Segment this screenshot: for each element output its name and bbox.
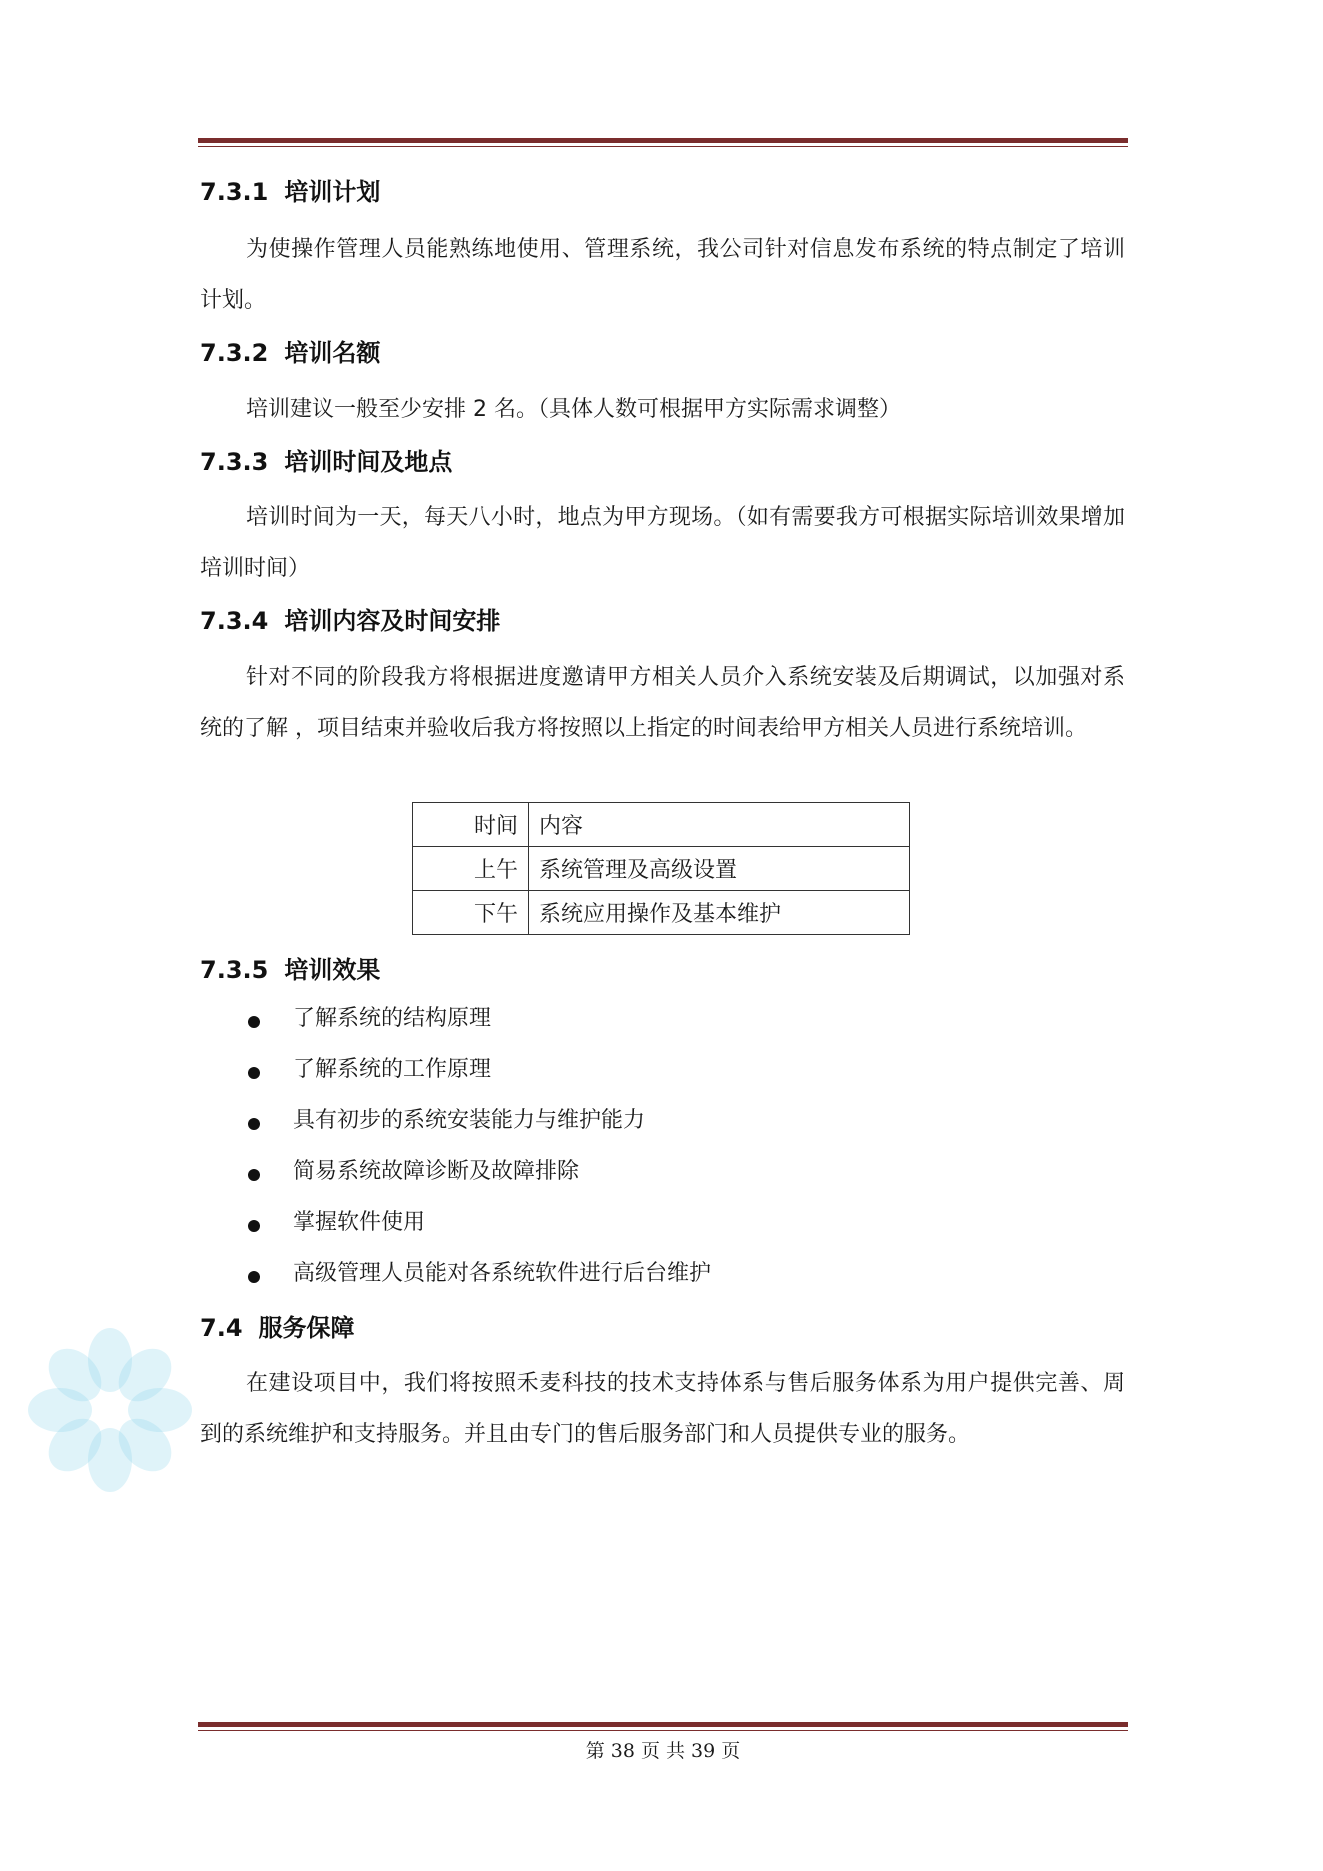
table-row — [413, 891, 910, 935]
section-paragraph-7-4: 在建设项目中，我们将按照禾麦科技的技术支持体系与售后服务体系为用户提供完善、周到的系统维护和支持服务。并且由专门的售后服务部门和人员提供专业的服务。 — [200, 1371, 1125, 1447]
bullet-icon — [248, 1067, 260, 1079]
section-heading-7-4: 7.4 服务保障 — [200, 1314, 355, 1342]
header-rule — [198, 138, 1128, 147]
list-item: 简易系统故障诊断及故障排除 — [200, 1146, 711, 1197]
section-paragraph-7-3-4: 针对不同的阶段我方将根据进度邀请甲方相关人员介入系统安装及后期调试，以加强对系统的了解 ，项目结束并验收后我方将按照以上指定的时间表给甲方相关人员进行系统培训。 — [200, 665, 1125, 741]
bullet-icon — [248, 1271, 260, 1283]
section-heading-7-3-5: 7.3.5 培训效果 — [200, 956, 381, 984]
list-item: 了解系统的工作原理 — [200, 1044, 711, 1095]
bullet-icon — [248, 1016, 260, 1028]
page-number: 第 38 页 共 39 页 — [585, 1740, 741, 1762]
footer-rule — [198, 1722, 1128, 1731]
section-heading-7-3-2: 7.3.2 培训名额 — [200, 339, 381, 367]
table-cell-content: 系统管理及高级设置 — [529, 847, 910, 891]
watermark-flower-logo — [20, 1320, 200, 1500]
training-schedule-table — [412, 802, 910, 935]
table-header-content: 内容 — [529, 803, 910, 847]
bullet-icon — [248, 1118, 260, 1130]
section-paragraph-7-3-2: 培训建议一般至少安排 2 名。（具体人数可根据甲方实际需求调整） — [246, 397, 901, 422]
table-header-row — [413, 803, 910, 847]
table-cell-time: 下午 — [413, 891, 529, 935]
section-heading-7-3-4: 7.3.4 培训内容及时间安排 — [200, 607, 501, 635]
section-heading-7-3-3: 7.3.3 培训时间及地点 — [200, 448, 453, 476]
table-header-time: 时间 — [413, 803, 529, 847]
list-item: 高级管理人员能对各系统软件进行后台维护 — [200, 1248, 711, 1299]
table-row — [413, 847, 910, 891]
section-heading-7-3-1: 7.3.1 培训计划 — [200, 178, 381, 206]
bullet-icon — [248, 1220, 260, 1232]
list-item: 掌握软件使用 — [200, 1197, 711, 1248]
table-cell-time: 上午 — [413, 847, 529, 891]
section-paragraph-7-3-3: 培训时间为一天，每天八小时，地点为甲方现场。（如有需要我方可根据实际培训效果增加培训时间） — [200, 505, 1125, 581]
list-item: 了解系统的结构原理 — [200, 993, 711, 1044]
section-paragraph-7-3-1: 为使操作管理人员能熟练地使用、管理系统，我公司针对信息发布系统的特点制定了培训计划。 — [200, 237, 1125, 313]
training-effects-list — [200, 993, 711, 1299]
bullet-icon — [248, 1169, 260, 1181]
table-cell-content: 系统应用操作及基本维护 — [529, 891, 910, 935]
list-item: 具有初步的系统安装能力与维护能力 — [200, 1095, 711, 1146]
